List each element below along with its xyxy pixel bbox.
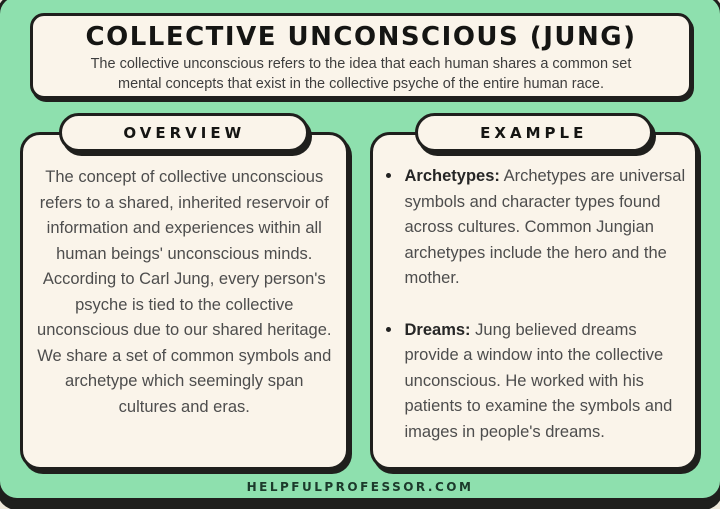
subtitle-line-1: The collective unconscious refers to the idea that each human shares a common set (90, 56, 632, 72)
footer-site-text: HELPFULPROFESSOR.COM (246, 480, 474, 494)
example-list (377, 163, 688, 445)
overview-card (20, 132, 349, 470)
list-item-archetypes (403, 163, 688, 292)
example-column (370, 113, 699, 470)
list-item-text: Jung believed dreams provide a window into the collective unconscious. He worked with his patients to examine the symbols and images in people's dreams. (404, 320, 673, 441)
list-item-text: Archetypes are universal symbols and character types found across cultures. Common Jungian archetypes include the hero and the mother. (404, 167, 686, 287)
columns-row (0, 113, 720, 470)
overview-body-text: The concept of collective unconscious refers to a shared, inherited reservoir of information and experiences within all human beings' unconscious minds. According to Carl Jung, every person's psyche is tied to the collective unconscious due to our shared heritage. We share a set of common symbols and archetype which seemingly span cultures and eras. (37, 168, 332, 416)
example-label: EXAMPLE (480, 123, 588, 142)
page-title: COLLECTIVE UNCONSCIOUS (JUNG) (85, 22, 637, 52)
header-card (30, 13, 692, 99)
list-item-dreams (403, 317, 688, 446)
header-subtitle (33, 54, 689, 94)
example-header-pill (415, 113, 653, 152)
list-item-term: Archetypes: (404, 167, 500, 185)
example-card (370, 132, 699, 470)
list-item-term: Dreams: (404, 320, 471, 339)
overview-column (20, 113, 349, 470)
overview-label: OVERVIEW (123, 123, 246, 142)
overview-header-pill (59, 113, 309, 152)
subtitle-line-2: mental concepts that exist in the collective psyche of the entire human race. (117, 76, 604, 92)
